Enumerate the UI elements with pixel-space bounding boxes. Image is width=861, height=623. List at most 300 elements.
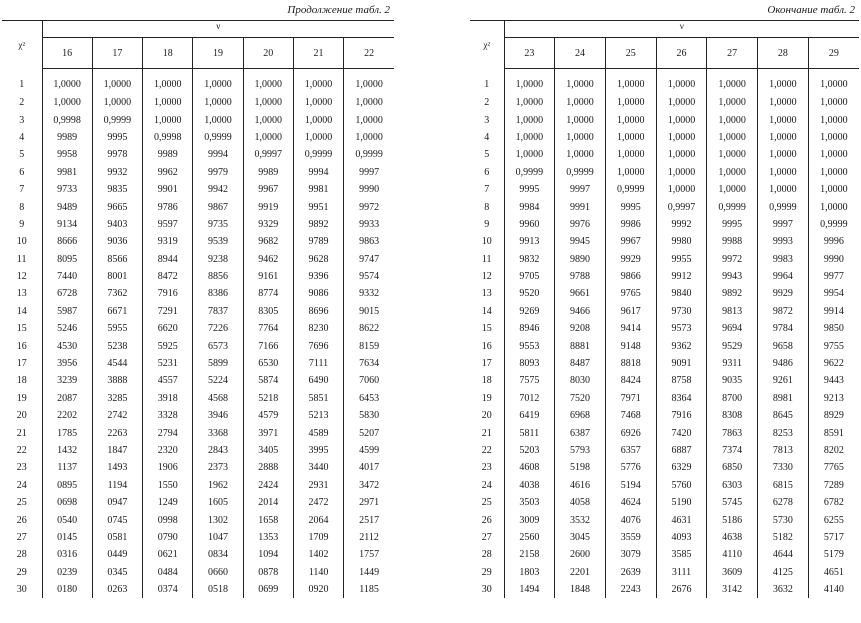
table-cell: 3956 xyxy=(42,355,92,372)
table-cell: 3111 xyxy=(656,564,707,581)
table-cell: 8566 xyxy=(92,251,142,268)
row-label: 16 xyxy=(481,340,492,352)
table-cell: 9951 xyxy=(293,198,343,215)
table-cell: 9996 xyxy=(808,233,859,250)
table-row xyxy=(470,337,859,354)
table-cell: 8700 xyxy=(707,390,758,407)
table-row xyxy=(470,129,859,146)
table-cell: 6329 xyxy=(656,459,707,476)
table-cell: 2201 xyxy=(555,564,606,581)
table-row xyxy=(2,424,394,441)
table-cell: 3368 xyxy=(193,424,243,441)
table-cell: 3285 xyxy=(92,390,142,407)
table-cell: 7012 xyxy=(504,390,555,407)
table-cell: 1605 xyxy=(193,494,243,511)
table-row xyxy=(470,216,859,233)
table-cell: 9617 xyxy=(605,303,656,320)
table-cell: 7520 xyxy=(555,390,606,407)
table-cell: 1,0000 xyxy=(656,111,707,128)
table-cell: 9929 xyxy=(605,251,656,268)
table-cell: 1,0000 xyxy=(808,146,859,163)
table-row xyxy=(2,198,394,215)
table-cell: 5238 xyxy=(92,337,142,354)
table-cell: 7863 xyxy=(707,424,758,441)
table-row xyxy=(470,164,859,181)
row-label: 13 xyxy=(481,288,492,300)
table-cell: 3142 xyxy=(707,581,758,598)
table-row xyxy=(2,442,394,459)
table-cell: 1,0000 xyxy=(656,181,707,198)
table-row xyxy=(2,233,394,250)
table-cell: 3632 xyxy=(758,581,809,598)
table-cell: 9892 xyxy=(293,216,343,233)
row-label: 24 xyxy=(481,479,492,491)
row-label: 29 xyxy=(481,566,492,578)
table-cell: 1803 xyxy=(504,564,555,581)
table-cell: 9520 xyxy=(504,285,555,302)
table-cell: 2517 xyxy=(344,511,394,528)
row-label: 20 xyxy=(481,410,492,422)
left-nu-label: ν xyxy=(42,21,394,38)
table-cell: 1848 xyxy=(555,581,606,598)
table-cell: 8095 xyxy=(42,251,92,268)
row-label: 4 xyxy=(19,131,25,143)
table-cell: 0518 xyxy=(193,581,243,598)
table-cell: 9995 xyxy=(92,129,142,146)
table-cell: 6573 xyxy=(193,337,243,354)
table-cell: 9486 xyxy=(758,355,809,372)
table-cell: 0484 xyxy=(143,564,193,581)
table-cell: 7060 xyxy=(344,372,394,389)
table-cell: 9658 xyxy=(758,337,809,354)
table-cell: 5793 xyxy=(555,442,606,459)
table-cell: 9573 xyxy=(656,320,707,337)
table-cell: 9765 xyxy=(605,285,656,302)
table-cell: 0,9999 xyxy=(344,146,394,163)
table-row xyxy=(2,372,394,389)
table-cell: 1,0000 xyxy=(758,146,809,163)
table-cell: 7468 xyxy=(605,407,656,424)
table-row xyxy=(2,303,394,320)
table-cell: 1,0000 xyxy=(656,129,707,146)
row-label: 12 xyxy=(481,271,492,283)
table-cell: 9989 xyxy=(42,129,92,146)
table-cell: 0,9997 xyxy=(656,198,707,215)
table-row xyxy=(470,285,859,302)
table-cell: 7575 xyxy=(504,372,555,389)
table-cell: 4651 xyxy=(808,564,859,581)
table-cell: 1,0000 xyxy=(656,69,707,95)
table-cell: 7764 xyxy=(243,320,293,337)
table-cell: 0834 xyxy=(193,546,243,563)
row-label: 17 xyxy=(481,358,492,370)
table-cell: 4568 xyxy=(193,390,243,407)
left-page xyxy=(2,0,394,598)
row-label: 14 xyxy=(16,305,27,317)
table-cell: 6530 xyxy=(243,355,293,372)
table-row xyxy=(470,407,859,424)
table-cell: 4076 xyxy=(605,511,656,528)
table-cell: 8001 xyxy=(92,268,142,285)
table-cell: 1,0000 xyxy=(293,69,343,95)
table-cell: 5899 xyxy=(193,355,243,372)
table-cell: 9539 xyxy=(193,233,243,250)
table-cell: 0263 xyxy=(92,581,142,598)
right-column-header: 26 xyxy=(656,38,707,69)
table-cell: 8305 xyxy=(243,303,293,320)
table-cell: 4608 xyxy=(504,459,555,476)
table-cell: 9997 xyxy=(758,216,809,233)
table-cell: 9981 xyxy=(293,181,343,198)
table-cell: 1,0000 xyxy=(504,146,555,163)
table-cell: 5231 xyxy=(143,355,193,372)
table-cell: 0745 xyxy=(92,511,142,528)
table-row xyxy=(2,511,394,528)
table-cell: 9661 xyxy=(555,285,606,302)
table-cell: 7634 xyxy=(344,355,394,372)
table-cell: 9979 xyxy=(193,164,243,181)
row-label: 21 xyxy=(16,427,27,439)
table-cell: 1,0000 xyxy=(193,94,243,111)
right-column-header: 23 xyxy=(504,38,555,69)
table-row xyxy=(2,216,394,233)
table-cell: 1,0000 xyxy=(808,164,859,181)
table-cell: 9997 xyxy=(344,164,394,181)
table-cell: 9967 xyxy=(243,181,293,198)
table-cell: 1,0000 xyxy=(707,111,758,128)
table-cell: 3995 xyxy=(293,442,343,459)
table-cell: 9850 xyxy=(808,320,859,337)
table-row xyxy=(2,285,394,302)
table-cell: 3503 xyxy=(504,494,555,511)
table-cell: 1140 xyxy=(293,564,343,581)
table-cell: 9994 xyxy=(293,164,343,181)
table-cell: 5190 xyxy=(656,494,707,511)
right-nu-label: ν xyxy=(504,21,859,38)
table-cell: 9329 xyxy=(243,216,293,233)
table-cell: 1185 xyxy=(344,581,394,598)
table-cell: 8487 xyxy=(555,355,606,372)
table-cell: 9091 xyxy=(656,355,707,372)
table-cell: 8472 xyxy=(143,268,193,285)
left-column-header: 22 xyxy=(344,38,394,69)
table-cell: 1,0000 xyxy=(344,111,394,128)
table-cell: 5776 xyxy=(605,459,656,476)
table-cell: 1785 xyxy=(42,424,92,441)
row-label: 9 xyxy=(19,218,25,230)
table-cell: 9929 xyxy=(758,285,809,302)
table-cell: 9990 xyxy=(808,251,859,268)
table-cell: 7166 xyxy=(243,337,293,354)
table-cell: 3946 xyxy=(193,407,243,424)
table-cell: 9913 xyxy=(504,233,555,250)
table-cell: 9735 xyxy=(193,216,243,233)
table-cell: 8253 xyxy=(758,424,809,441)
row-label: 18 xyxy=(481,375,492,387)
table-cell: 1,0000 xyxy=(605,146,656,163)
table-cell: 5760 xyxy=(656,477,707,494)
table-cell: 9995 xyxy=(707,216,758,233)
table-cell: 9755 xyxy=(808,337,859,354)
table-row xyxy=(470,69,859,95)
table-cell: 0345 xyxy=(92,564,142,581)
table-cell: 9148 xyxy=(605,337,656,354)
table-cell: 9991 xyxy=(555,198,606,215)
table-cell: 0,9999 xyxy=(555,164,606,181)
table-row xyxy=(470,111,859,128)
table-cell: 9972 xyxy=(344,198,394,215)
table-cell: 3440 xyxy=(293,459,343,476)
row-label: 17 xyxy=(16,358,27,370)
table-cell: 9981 xyxy=(42,164,92,181)
table-cell: 8230 xyxy=(293,320,343,337)
table-cell: 4125 xyxy=(758,564,809,581)
row-label: 26 xyxy=(16,514,27,526)
table-cell: 1906 xyxy=(143,459,193,476)
table-cell: 3918 xyxy=(143,390,193,407)
table-cell: 6278 xyxy=(758,494,809,511)
table-row xyxy=(470,459,859,476)
table-cell: 0581 xyxy=(92,529,142,546)
table-cell: 9958 xyxy=(42,146,92,163)
table-cell: 1,0000 xyxy=(758,181,809,198)
table-row xyxy=(2,581,394,598)
table-row xyxy=(470,198,859,215)
table-cell: 7971 xyxy=(605,390,656,407)
table-cell: 0660 xyxy=(193,564,243,581)
table-cell: 9901 xyxy=(143,181,193,198)
table-cell: 9311 xyxy=(707,355,758,372)
table-cell: 8093 xyxy=(504,355,555,372)
table-cell: 1,0000 xyxy=(707,69,758,95)
table-row xyxy=(470,442,859,459)
table-cell: 9208 xyxy=(555,320,606,337)
table-cell: 9682 xyxy=(243,233,293,250)
table-cell: 1,0000 xyxy=(707,164,758,181)
table-cell: 9995 xyxy=(504,181,555,198)
table-cell: 9733 xyxy=(42,181,92,198)
table-cell: 0790 xyxy=(143,529,193,546)
table-cell: 4093 xyxy=(656,529,707,546)
table-cell: 5179 xyxy=(808,546,859,563)
table-cell: 9990 xyxy=(344,181,394,198)
table-cell: 1493 xyxy=(92,459,142,476)
table-cell: 1,0000 xyxy=(193,69,243,95)
table-cell: 9789 xyxy=(293,233,343,250)
table-cell: 5811 xyxy=(504,424,555,441)
table-cell: 5194 xyxy=(605,477,656,494)
table-cell: 3609 xyxy=(707,564,758,581)
table-cell: 9942 xyxy=(193,181,243,198)
table-cell: 1,0000 xyxy=(504,129,555,146)
table-cell: 9036 xyxy=(92,233,142,250)
row-label: 13 xyxy=(16,288,27,300)
table-cell: 7330 xyxy=(758,459,809,476)
table-cell: 6453 xyxy=(344,390,394,407)
table-cell: 9694 xyxy=(707,320,758,337)
right-column-header: 24 xyxy=(555,38,606,69)
table-cell: 7813 xyxy=(758,442,809,459)
table-cell: 6620 xyxy=(143,320,193,337)
table-cell: 9332 xyxy=(344,285,394,302)
table-cell: 9261 xyxy=(758,372,809,389)
row-label: 26 xyxy=(481,514,492,526)
table-cell: 9840 xyxy=(656,285,707,302)
table-row xyxy=(470,564,859,581)
table-cell: 7765 xyxy=(808,459,859,476)
table-cell: 7916 xyxy=(656,407,707,424)
table-cell: 1,0000 xyxy=(808,181,859,198)
table-cell: 9835 xyxy=(92,181,142,198)
table-row xyxy=(2,355,394,372)
table-cell: 4599 xyxy=(344,442,394,459)
table-cell: 9443 xyxy=(808,372,859,389)
table-cell: 9992 xyxy=(656,216,707,233)
table-cell: 4058 xyxy=(555,494,606,511)
table-cell: 6387 xyxy=(555,424,606,441)
table-cell: 2243 xyxy=(605,581,656,598)
table-row xyxy=(470,94,859,111)
table-cell: 8364 xyxy=(656,390,707,407)
table-cell: 0920 xyxy=(293,581,343,598)
table-cell: 1047 xyxy=(193,529,243,546)
table-cell: 9622 xyxy=(808,355,859,372)
table-cell: 0180 xyxy=(42,581,92,598)
table-cell: 9403 xyxy=(92,216,142,233)
row-label: 5 xyxy=(19,149,25,161)
table-cell: 1,0000 xyxy=(707,129,758,146)
table-cell: 9967 xyxy=(605,233,656,250)
table-cell: 7440 xyxy=(42,268,92,285)
table-cell: 0316 xyxy=(42,546,92,563)
table-cell: 5830 xyxy=(344,407,394,424)
left-column-header: 18 xyxy=(143,38,193,69)
table-cell: 1,0000 xyxy=(605,111,656,128)
table-cell: 8818 xyxy=(605,355,656,372)
table-cell: 1,0000 xyxy=(758,164,809,181)
table-cell: 1,0000 xyxy=(344,69,394,95)
table-row xyxy=(2,477,394,494)
table-cell: 1757 xyxy=(344,546,394,563)
row-label: 25 xyxy=(16,497,27,509)
table-cell: 9866 xyxy=(605,268,656,285)
table-row xyxy=(470,529,859,546)
row-label: 3 xyxy=(484,114,490,126)
table-cell: 4110 xyxy=(707,546,758,563)
table-cell: 2560 xyxy=(504,529,555,546)
table-cell: 1,0000 xyxy=(555,111,606,128)
table-cell: 3045 xyxy=(555,529,606,546)
table-cell: 1,0000 xyxy=(808,111,859,128)
table-cell: 9462 xyxy=(243,251,293,268)
table-cell: 0239 xyxy=(42,564,92,581)
row-label: 19 xyxy=(481,392,492,404)
right-caption: Окончание табл. 2 xyxy=(767,4,855,16)
table-cell: 1847 xyxy=(92,442,142,459)
table-cell: 1353 xyxy=(243,529,293,546)
right-table xyxy=(470,20,859,598)
table-row xyxy=(470,546,859,563)
table-cell: 0540 xyxy=(42,511,92,528)
table-cell: 8946 xyxy=(504,320,555,337)
table-cell: 8696 xyxy=(293,303,343,320)
table-cell: 9943 xyxy=(707,268,758,285)
table-cell: 3079 xyxy=(605,546,656,563)
table-cell: 0947 xyxy=(92,494,142,511)
table-cell: 5224 xyxy=(193,372,243,389)
table-cell: 1137 xyxy=(42,459,92,476)
table-cell: 7362 xyxy=(92,285,142,302)
table-cell: 0998 xyxy=(143,511,193,528)
table-cell: 7111 xyxy=(293,355,343,372)
table-cell: 3532 xyxy=(555,511,606,528)
table-cell: 5745 xyxy=(707,494,758,511)
table-cell: 9914 xyxy=(808,303,859,320)
row-label: 4 xyxy=(484,131,490,143)
table-row xyxy=(2,337,394,354)
table-cell: 0,9997 xyxy=(243,146,293,163)
table-cell: 8929 xyxy=(808,407,859,424)
table-cell: 0621 xyxy=(143,546,193,563)
table-cell: 9912 xyxy=(656,268,707,285)
table-cell: 9997 xyxy=(555,181,606,198)
table-cell: 4544 xyxy=(92,355,142,372)
row-label: 22 xyxy=(481,445,492,456)
table-cell: 4038 xyxy=(504,477,555,494)
table-cell: 9993 xyxy=(758,233,809,250)
table-cell: 8856 xyxy=(193,268,243,285)
row-label: 28 xyxy=(16,549,27,561)
table-cell: 1,0000 xyxy=(344,94,394,111)
table-cell: 1,0000 xyxy=(344,129,394,146)
table-row xyxy=(2,564,394,581)
table-cell: 9962 xyxy=(143,164,193,181)
table-cell: 8881 xyxy=(555,337,606,354)
row-label: 30 xyxy=(16,584,27,596)
table-cell: 9747 xyxy=(344,251,394,268)
row-label: 27 xyxy=(481,531,492,543)
left-column-header: 20 xyxy=(243,38,293,69)
table-cell: 4589 xyxy=(293,424,343,441)
row-label: 8 xyxy=(484,201,490,213)
table-row xyxy=(470,494,859,511)
table-cell: 9890 xyxy=(555,251,606,268)
table-cell: 9832 xyxy=(504,251,555,268)
row-label: 14 xyxy=(481,305,492,317)
left-column-header: 21 xyxy=(293,38,343,69)
table-cell: 9213 xyxy=(808,390,859,407)
table-row xyxy=(2,459,394,476)
table-cell: 3559 xyxy=(605,529,656,546)
table-cell: 8202 xyxy=(808,442,859,459)
table-cell: 5203 xyxy=(504,442,555,459)
table-cell: 9933 xyxy=(344,216,394,233)
table-cell: 8386 xyxy=(193,285,243,302)
table-cell: 9960 xyxy=(504,216,555,233)
table-cell: 2373 xyxy=(193,459,243,476)
table-cell: 9015 xyxy=(344,303,394,320)
table-cell: 5874 xyxy=(243,372,293,389)
right-column-header: 29 xyxy=(808,38,859,69)
table-cell: 9994 xyxy=(193,146,243,163)
table-cell: 9813 xyxy=(707,303,758,320)
table-cell: 7837 xyxy=(193,303,243,320)
table-cell: 1,0000 xyxy=(656,164,707,181)
table-row xyxy=(470,251,859,268)
table-cell: 2931 xyxy=(293,477,343,494)
table-cell: 1,0000 xyxy=(243,94,293,111)
table-row xyxy=(2,181,394,198)
